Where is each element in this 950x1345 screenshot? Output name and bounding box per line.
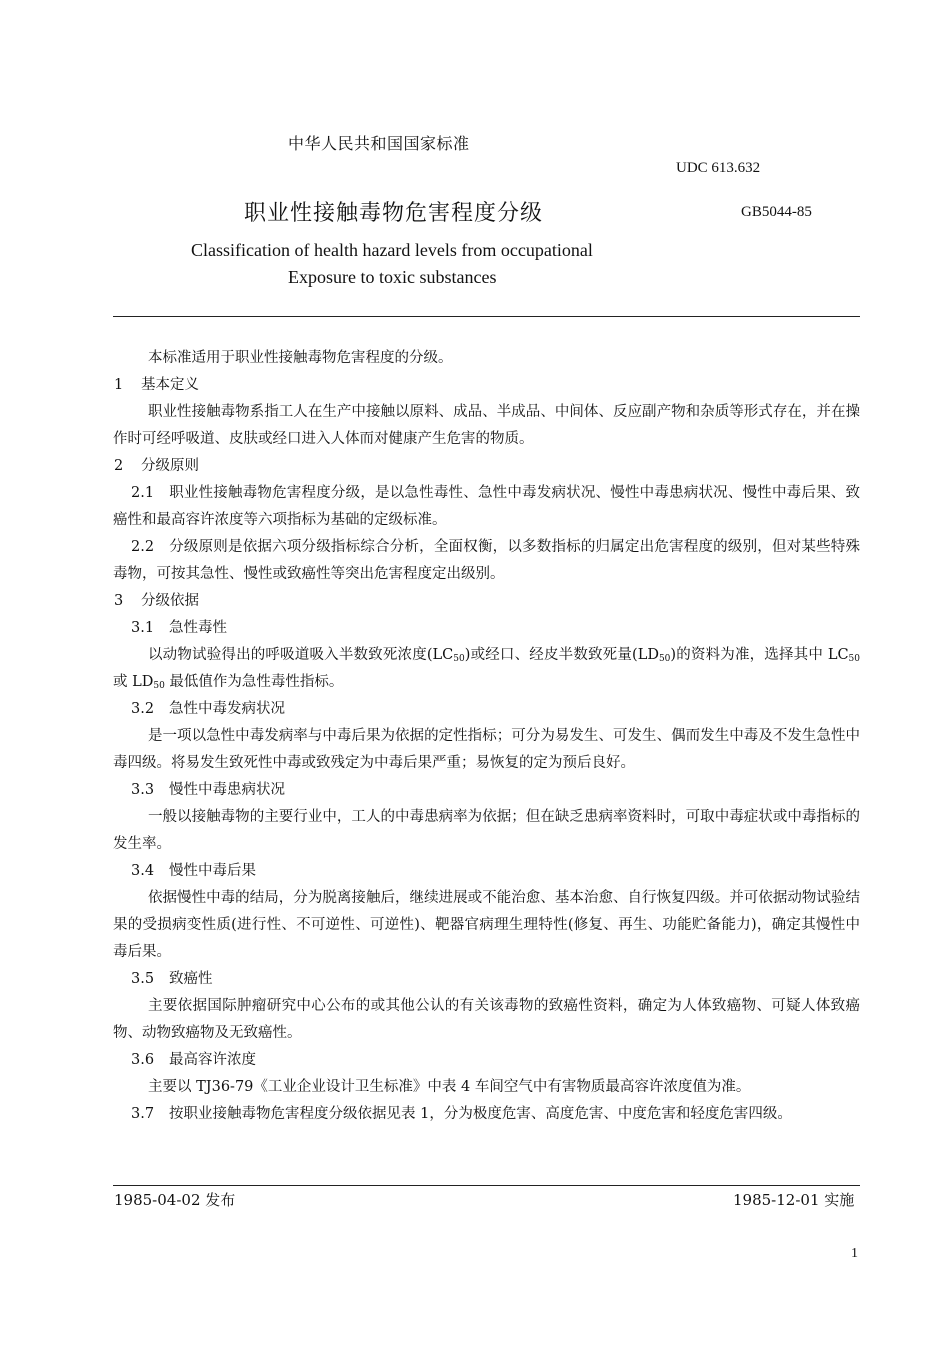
section-3-3-heading: [113, 777, 860, 804]
standard-number: GB5044-85: [741, 204, 812, 220]
section-2-1-paragraph: [113, 480, 860, 534]
english-title-line2: Exposure to toxic substances: [288, 267, 497, 287]
header-divider: [113, 316, 860, 317]
subscript-50: 50: [848, 654, 860, 664]
clause-number: 3.5: [131, 971, 155, 987]
implementation-date: 1985-12-01 实施: [733, 1191, 855, 1209]
section-title: 基本定义: [141, 377, 199, 393]
clause-number: 2.1: [131, 485, 155, 501]
intro-paragraph: 本标准适用于职业性接触毒物危害程度的分级。: [148, 350, 453, 366]
text-run: 以动物试验得出的呼吸道吸入半数致死浓度(LC: [148, 647, 454, 663]
release-date: 1985-04-02 发布: [114, 1191, 236, 1209]
clause-number: 3.2: [131, 701, 155, 717]
clause-text: 按职业接触毒物危害程度分级依据见表 1，分为极度危害、高度危害、中度危害和轻度危害四级。: [169, 1106, 792, 1122]
section-title: 分级依据: [141, 593, 199, 609]
text-run: )或经口、经皮半数致死量(LD: [464, 647, 659, 663]
section-2-heading: [113, 453, 860, 480]
section-title: 分级原则: [141, 458, 199, 474]
section-3-4-heading: [113, 858, 860, 885]
section-3-3-paragraph: 一般以接触毒物的主要行业中，工人的中毒患病率为依据；但在缺乏患病率资料时，可取中毒症状或中毒指标的发生率。: [113, 809, 860, 852]
section-number: 1: [114, 377, 124, 393]
clause-text: 分级原则是依据六项分级指标综合分析，全面权衡，以多数指标的归属定出危害程度的级别，但对某些特殊毒物，可按其急性、慢性或致癌性等突出危害程度定出级别。: [113, 539, 860, 582]
section-1-paragraph: 职业性接触毒物系指工人在生产中接触以原料、成品、半成品、中间体、反应副产物和杂质等形式存在，并在操作时可经呼吸道、皮肤或经口进入人体而对健康产生危害的物质。: [113, 404, 860, 447]
subscript-50: 50: [153, 681, 165, 691]
subscript-50: 50: [453, 654, 465, 664]
text-run: 或 LD: [113, 674, 154, 690]
section-3-1-paragraph: [113, 642, 860, 696]
page-number: 1: [851, 1246, 858, 1261]
clause-title: 致癌性: [169, 971, 213, 987]
text-run: )的资料为准，选择其中 LC: [670, 647, 849, 663]
section-3-5-heading: [113, 966, 860, 993]
document-body: [113, 345, 860, 1128]
section-number: 2: [114, 458, 124, 474]
section-number: 3: [114, 593, 124, 609]
section-3-6-heading: [113, 1047, 860, 1074]
section-3-7-paragraph: [113, 1101, 860, 1128]
section-3-4-paragraph: 依据慢性中毒的结局，分为脱离接触后，继续进展或不能治愈、基本治愈、自行恢复四级。并可依据动物试验结果的受损病变性质(进行性、不可逆性、可逆性)、靶器官病理生理特性(修复、再生、功能贮备能力)，确定其慢性中毒后果。: [113, 890, 860, 960]
section-3-2-paragraph: 是一项以急性中毒发病率与中毒后果为依据的定性指标；可分为易发生、可发生、偶而发生中毒及不发生急性中毒四级。将易发生致死性中毒或致残定为中毒后果严重；易恢复的定为预后良好。: [113, 728, 860, 771]
footer-divider: [113, 1185, 860, 1186]
clause-number: 3.4: [131, 863, 155, 879]
clause-title: 最高容许浓度: [169, 1052, 256, 1068]
section-3-heading: [113, 588, 860, 615]
section-3-6-paragraph: 主要以 TJ36-79《工业企业设计卫生标准》中表 4 车间空气中有害物质最高容许浓度值为准。: [148, 1079, 751, 1095]
clause-number: 2.2: [131, 539, 155, 555]
clause-number: 3.3: [131, 782, 155, 798]
clause-number: 3.6: [131, 1052, 155, 1068]
subscript-50: 50: [658, 654, 671, 664]
english-title-line1: Classification of health hazard levels from occupational: [191, 240, 593, 260]
section-3-5-paragraph: 主要依据国际肿瘤研究中心公布的或其他公认的有关该毒物的致癌性资料，确定为人体致癌物、可疑人体致癌物、动物致癌物及无致癌性。: [113, 998, 860, 1041]
national-standard-label: 中华人民共和国国家标准: [288, 134, 470, 153]
section-3-2-heading: [113, 696, 860, 723]
section-1-heading: [113, 372, 860, 399]
document-title: 职业性接触毒物危害程度分级: [244, 201, 544, 226]
section-3-1-heading: [113, 615, 860, 642]
clause-title: 急性中毒发病状况: [169, 701, 285, 717]
section-2-2-paragraph: [113, 534, 860, 588]
udc-code: UDC 613.632: [676, 160, 761, 176]
clause-title: 慢性中毒后果: [169, 863, 256, 879]
text-run: 最低值作为急性毒性指标。: [164, 674, 344, 690]
clause-title: 急性毒性: [169, 620, 227, 636]
clause-title: 慢性中毒患病状况: [169, 782, 285, 798]
clause-text: 职业性接触毒物危害程度分级，是以急性毒性、急性中毒发病状况、慢性中毒患病状况、慢性中毒后果、致癌性和最高容许浓度等六项指标为基础的定级标准。: [113, 485, 860, 528]
clause-number: 3.7: [131, 1106, 155, 1122]
clause-number: 3.1: [131, 620, 155, 636]
